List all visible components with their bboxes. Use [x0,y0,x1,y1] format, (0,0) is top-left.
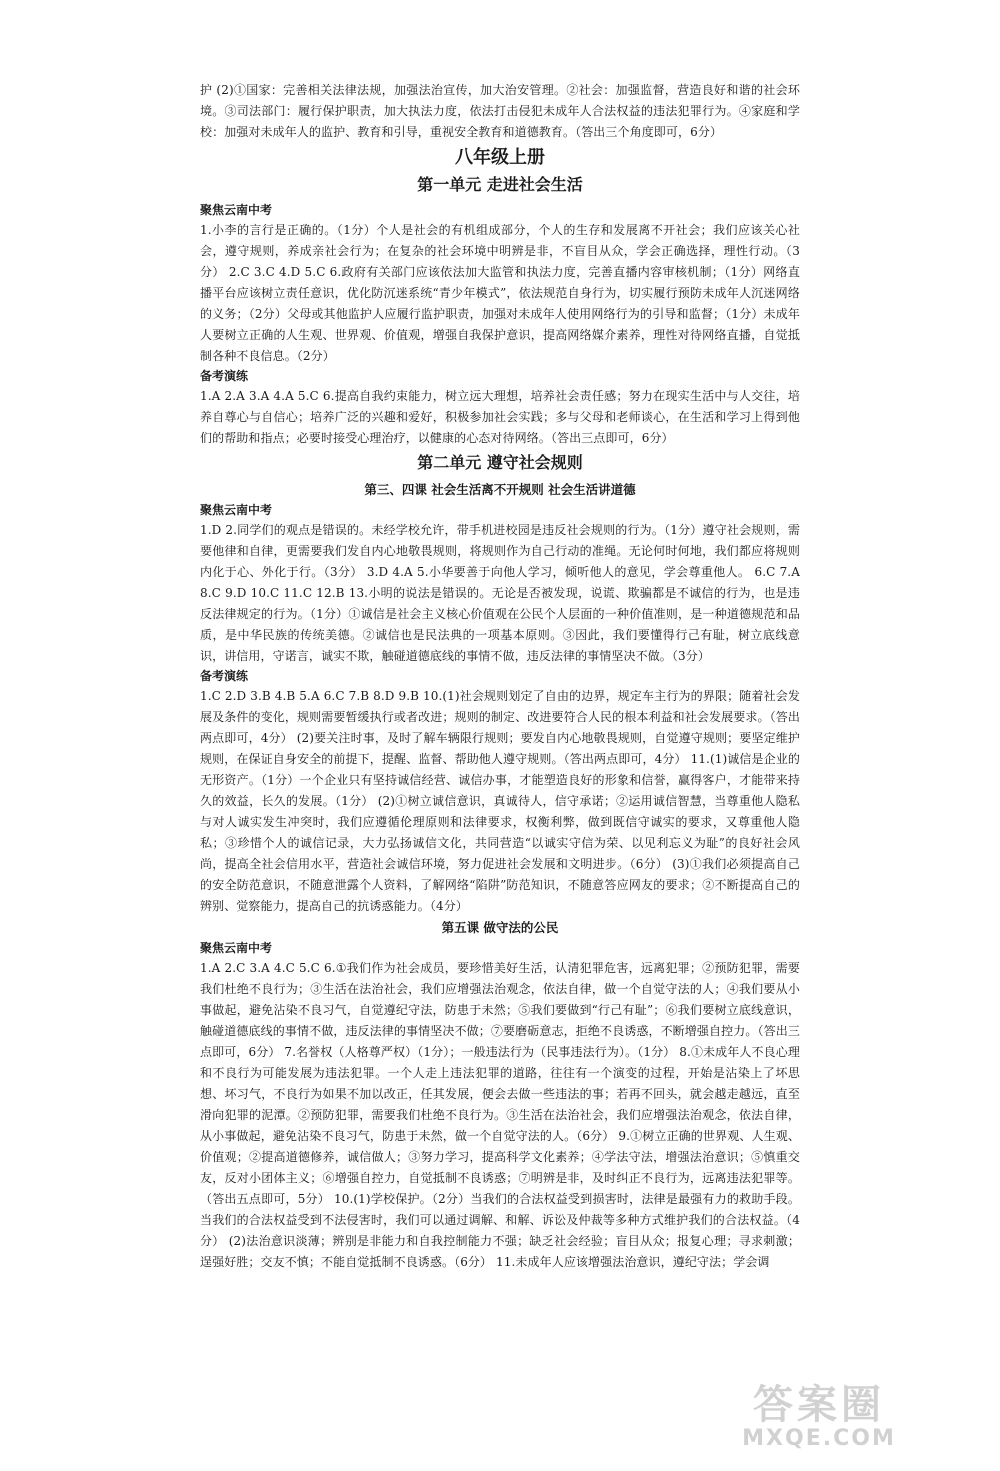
grade-title: 八年级上册 [455,147,545,168]
unit2-section2-text: 1.C 2.D 3.B 4.B 5.A 6.C 7.B 8.D 9.B 10.(1)社会规则划定了自由的边界，规定车主行为的界限；随着社会发展及条件的变化，规则需要暂缓执行或者改进；规则的制定、改进要符合人民的根本利益和社会发展要求。（答出两点即可，4分） (2)要关注时事，及时了解车辆限行规则；要发自内心地敬畏规则，自觉遵守规则；要坚定维护规则，在保证自身安全的前提下，提醒、监督、帮助他人遵守规则。（答出两点即可，4分） 11.(1)诚信是企业的无形资产。（1分）一个企业只有坚持诚信经营、诚信办事，才能塑造良好的形象和信誉，赢得客户，才能带来持久的效益，长久的发展。（1分） (2)①树立诚信意识，真诚待人，信守承诺；②运用诚信智慧，当尊重他人隐私与对人诚实发生冲突时，我们应遵循伦理原则和法律要求，权衡利弊，做到既信守诚实的要求，又尊重他人隐私；③珍惜个人的诚信记录，大力弘扬诚信文化，共同营造“以诚实守信为荣、以见利忘义为耻”的良好社会风尚，提高全社会信用水平，营造社会诚信环境，努力促进社会发展和文明进步。（6分） (3)①我们必须提高自己的安全防范意识，不随意泄露个人资料，了解网络“陷阱”防范知识，不随意答应网友的要求；②不断提高自己的辨别、觉察能力，提高自己的抗诱惑能力。（4分） [200,689,800,913]
watermark-logo [734,1383,904,1453]
lesson-3-4-title: 第三、四课 社会生活离不开规则 社会生活讲道德 [364,482,636,497]
unit2-section2-label: 备考演练 [200,669,249,683]
unit1-title: 第一单元 走进社会生活 [417,175,583,194]
unit1-section1-label: 聚焦云南中考 [200,203,273,217]
watermark-logo-text: 答案圈 [753,1382,885,1428]
unit2-section3-text: 1.A 2.C 3.A 4.C 5.C 6.①我们作为社会成员，要珍惜美好生活，认清犯罪危害，远离犯罪；②预防犯罪，需要我们杜绝不良行为；③生活在法治社会，我们应增强法治观念，依法自律，做一个自觉守法的人；④我们要从小事做起，避免沾染不良习气，自觉遵纪守法，防患于未然；⑤我们要做到“行己有耻”；⑥我们要树立底线意识，触碰道德底线的事情不做，违反法律的事情坚决不做；⑦要磨砺意志，拒绝不良诱惑，不断增强自控力。（答出三点即可，6分） 7.名誉权（人格尊严权）（1分）；一般违法行为（民事违法行为）。（1分） 8.①未成年人不良心理和不良行为可能发展为违法犯罪。一个人走上违法犯罪的道路，往往有一个演变的过程，开始是沾染上了坏思想、坏习气，不良行为如果不加以改正，任其发展，便会去做一些违法的事；若再不回头，就会越走越远，直至滑向犯罪的泥潭。②预防犯罪，需要我们杜绝不良行为。③生活在法治社会，我们应增强法治观念，依法自律，从小事做起，避免沾染不良习气，防患于未然，做一个自觉守法的人。（6分） 9.①树立正确的世界观、人生观、价值观；②提高道德修养，诚信做人；③努力学习，提高科学文化素养；④学法守法，增强法治意识；⑤慎重交友，反对小团体主义；⑥增强自控力，自觉抵制不良诱惑；⑦明辨是非，及时纠正不良行为，远离违法犯罪等。（答出五点即可，5分） 10.(1)学校保护。（2分）当我们的合法权益受到损害时，法律是最强有力的救助手段。当我们的合法权益受到不法侵害时，我们可以通过调解、和解、诉讼及仲裁等多种方式维护我们的合法权益。（4分） (2)法治意识淡薄；辨别是非能力和自我控制能力不强；缺乏社会经验；盲目从众；报复心理；寻求刺激；逞强好胜；交友不慎；不能自觉抵制不良诱惑。（6分） 11.未成年人应该增强法治意识，遵纪守法；学会调 [200,961,800,1269]
unit2-section1-label: 聚焦云南中考 [200,503,273,517]
unit2-section3-label: 聚焦云南中考 [200,941,273,955]
unit1-section1-text: 1.小李的言行是正确的。（1分）个人是社会的有机组成部分，个人的生存和发展离不开社会；我们应该关心社会，遵守规则，养成亲社会行为；在复杂的社会环境中明辨是非，不盲目从众，学会正确选择，理性行动。（3分） 2.C 3.C 4.D 5.C 6.政府有关部门应该依法加大监管和执法力度，完善直播内容审核机制；（1分）网络直播平台应该树立责任意识，优化防沉迷系统“青少年模式”，依法规范自身行为，切实履行预防未成年人沉迷网络的义务；（2分）父母或其他监护人应履行监护职责，加强对未成年人使用网络行为的引导和监督；（1分）未成年人要树立正确的人生观、世界观、价值观，增强自我保护意识，提高网络媒介素养，理性对待网络直播，自觉抵制各种不良信息。（2分） [200,223,800,363]
intro-paragraph: 护 (2)①国家：完善相关法律法规，加强法治宣传，加大治安管理。②社会：加强监督，营造良好和谐的社会环境。③司法部门：履行保护职责，加大执法力度，依法打击侵犯未成年人合法权益的违法犯罪行为。④家庭和学校：加强对未成年人的监护、教育和引导，重视安全教育和道德教育。（答出三个角度即可，6分） [200,83,800,139]
watermark-url: MXQE.COM [742,1426,896,1451]
unit2-section1-text: 1.D 2.同学们的观点是错误的。未经学校允许，带手机进校园是违反社会规则的行为。（1分）遵守社会规则，需要他律和自律，更需要我们发自内心地敬畏规则，将规则作为自己行动的准绳。无论何时何地，我们都应将规则内化于心、外化于行。（3分） 3.D 4.A 5.小华要善于向他人学习，倾听他人的意见，学会尊重他人。 6.C 7.A 8.C 9.D 10.C 11.C 12.B 13.小明的说法是错误的。无论是否被发现，说谎、欺骗都是不诚信的行为，也是违反法律规定的行为。（1分）①诚信是社会主义核心价值观在公民个人层面的一种价值准则，是一种道德规范和品质，是中华民族的传统美德。②诚信也是民法典的一项基本原则。③因此，我们要懂得行己有耻，树立底线意识，讲信用，守诺言，诚实不欺，触碰道德底线的事情不做，违反法律的事情坚决不做。（3分） [200,523,800,663]
answer-page [200,80,800,1273]
unit1-section2-text: 1.A 2.A 3.A 4.A 5.C 6.提高自我约束能力，树立远大理想，培养社会责任感；努力在现实生活中与人交往，培养自尊心与自信心；培养广泛的兴趣和爱好，积极参加社会实践；多与父母和老师谈心，在生活和学习上得到他们的帮助和指点；必要时接受心理治疗，以健康的心态对待网络。（答出三点即可，6分） [200,389,800,445]
lesson-5-title: 第五课 做守法的公民 [441,920,559,935]
unit1-section2-label: 备考演练 [200,369,249,383]
unit2-title: 第二单元 遵守社会规则 [417,453,583,472]
